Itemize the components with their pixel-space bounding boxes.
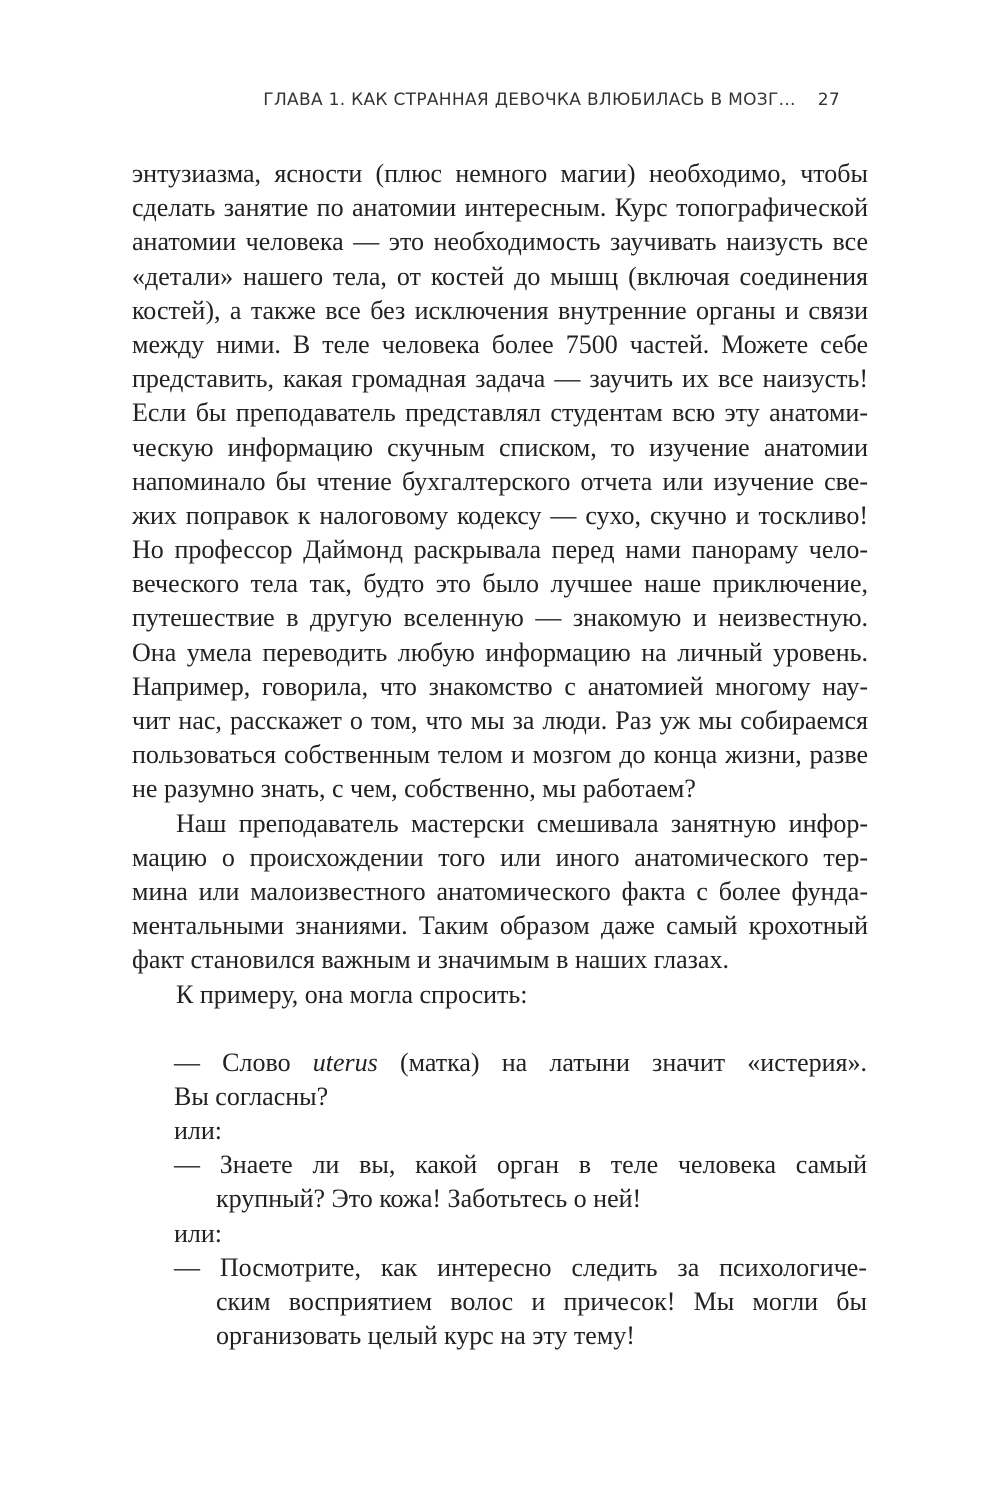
- text-line: Наш преподаватель мастерски смешивала занятную инфор-: [176, 808, 868, 838]
- latin-term: uterus: [312, 1047, 378, 1077]
- dialog-question-2: — Знаете ли вы, какой орган в теле человека самый: [174, 1150, 867, 1180]
- body-text: [132, 157, 868, 1353]
- text-line: между ними. В теле человека более 7500 частей. Можете себе: [132, 329, 868, 359]
- dialog-question-1: [174, 1046, 867, 1080]
- text-line: «детали» нашего тела, от костей до мышц (включая соединения: [132, 261, 868, 291]
- text-line: чит нас, расскажет о том, что мы за люди. Раз уж мы собираемся: [132, 706, 868, 735]
- text-line: костей), а также все без исключения внутренние органы и связи: [132, 295, 868, 325]
- text-line: Она умела переводить любую информацию на личный уровень.: [132, 637, 868, 667]
- dialog-list: [174, 1046, 867, 1354]
- text-line: пользоваться собственным телом и мозгом до конца жизни, разве: [132, 740, 868, 770]
- paragraph-1: [132, 157, 868, 807]
- text-line: ческую информацию скучным списком, то изучение анатомии: [132, 432, 868, 462]
- text-line: напоминало бы чтение бухгалтерского отчета или изучение све-: [132, 466, 868, 496]
- text-line: веческого тела так, будто это было лучшее наше приключение,: [132, 569, 868, 599]
- chapter-title: ГЛАВА 1. КАК СТРАННАЯ ДЕВОЧКА ВЛЮБИЛАСЬ В МОЗГ...: [263, 90, 796, 110]
- paragraph-2: [132, 807, 868, 978]
- page-number: 27: [817, 90, 840, 110]
- text-line: сделать занятие по анатомии интересным. Курс топографической: [132, 193, 868, 223]
- text-line: не разумно знать, с чем, собственно, мы работаем?: [132, 774, 696, 804]
- question-1-dash: — Слово: [174, 1047, 291, 1077]
- dialog-question-3: — Посмотрите, как интересно следить за психологиче-: [174, 1252, 867, 1282]
- text-line: Например, говорила, что знакомство с анатомией многому нау-: [132, 671, 868, 701]
- text-line: мацию о происхождении того или иного анатомического тер-: [132, 842, 868, 872]
- spacer: [132, 1012, 868, 1046]
- text-line: энтузиазма, ясности (плюс немного магии) необходимо, чтобы: [132, 159, 868, 188]
- or-connector: или:: [174, 1116, 223, 1146]
- text-line: Если бы преподаватель представлял студентам всю эту анатоми-: [132, 398, 868, 428]
- text-line: мина или малоизвестного анатомического факта с более фунда-: [132, 876, 868, 906]
- text-line: ментальными знаниями. Таким образом даже самый крохотный: [132, 911, 868, 941]
- running-header: [263, 90, 840, 110]
- paragraph-3: [132, 978, 868, 1012]
- text-line: Но профессор Даймонд раскрывала перед нами панораму чело-: [132, 535, 868, 565]
- question-3-continuation: организовать целый курс на эту тему!: [216, 1321, 635, 1351]
- question-1-continuation: Вы согласны?: [174, 1081, 329, 1111]
- or-connector: или:: [174, 1218, 223, 1248]
- question-2-continuation: крупный? Это кожа! Заботьтесь о ней!: [216, 1184, 642, 1214]
- text-line: путешествие в другую вселенную — знакомую и неизвестную.: [132, 603, 868, 633]
- text-line: К примеру, она могла спросить:: [176, 979, 528, 1009]
- question-1-rest: (матка) на латыни значит «истерия».: [399, 1047, 868, 1077]
- text-line: жих поправок к налоговому кодексу — сухо, скучно и тоскливо!: [132, 500, 868, 530]
- question-3-continuation: ским восприятием волос и причесок! Мы могли бы: [216, 1287, 867, 1316]
- text-line: анатомии человека — это необходимость заучивать наизусть все: [132, 227, 868, 257]
- text-line: представить, какая громадная задача — заучить их все наизусть!: [132, 364, 868, 394]
- text-line: факт становился важным и значимым в наших глазах.: [132, 945, 729, 975]
